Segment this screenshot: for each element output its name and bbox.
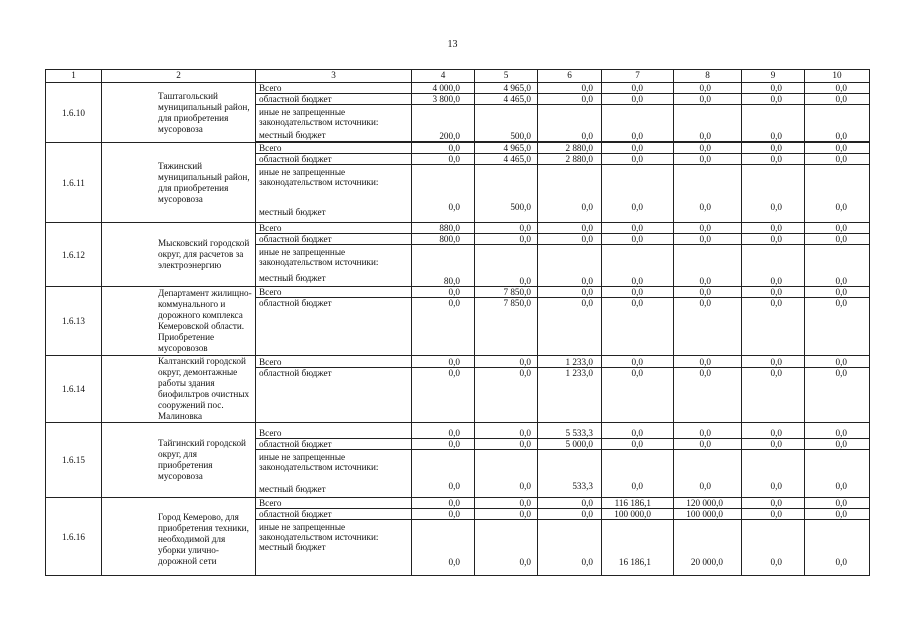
value-cell: 0,0	[742, 298, 805, 356]
source-label	[256, 245, 412, 287]
header-cell: 6	[538, 70, 602, 83]
row-code: 1.6.13	[46, 287, 102, 356]
value-cell: 0,0	[742, 509, 805, 520]
source-label	[256, 165, 412, 223]
value-cell: 0,0	[742, 439, 805, 450]
source-label: областной бюджет	[256, 367, 412, 422]
row-name: Таштагольский муниципальный район, для приобретения мусоровоза	[102, 83, 256, 143]
value-cell: 0,0	[674, 367, 742, 422]
source-label	[256, 520, 412, 576]
value-cell: 0,0	[602, 287, 674, 298]
header-cell: 7	[602, 70, 674, 83]
value-cell: 533,3	[538, 450, 602, 498]
value-cell: 4 465,0	[475, 154, 538, 165]
value-cell: 0,0	[538, 223, 602, 234]
value-cell: 0,0	[602, 356, 674, 368]
value-cell: 500,0	[475, 105, 538, 142]
value-cell: 0,0	[674, 154, 742, 165]
value-cell: 0,0	[805, 367, 870, 422]
value-cell: 0,0	[538, 520, 602, 576]
value-cell: 0,0	[602, 439, 674, 450]
source-other-label: иные не запрещенные законодательством источники:	[259, 107, 379, 127]
value-cell: 0,0	[674, 356, 742, 368]
header-cell: 8	[674, 70, 742, 83]
source-label: Всего	[256, 83, 412, 94]
value-cell: 80,0	[412, 245, 475, 287]
value-cell: 0,0	[674, 450, 742, 498]
table-row	[46, 287, 870, 298]
table-row	[46, 143, 870, 154]
value-cell: 0,0	[538, 498, 602, 509]
value-cell: 0,0	[475, 245, 538, 287]
row-name: Мысковский городской округ, для расчетов за электроэнергию	[102, 223, 256, 287]
table-row	[46, 83, 870, 94]
value-cell: 0,0	[538, 287, 602, 298]
source-label	[256, 105, 412, 142]
source-label: Всего	[256, 423, 412, 439]
row-name: Тяжинский муниципальный район, для приобретения мусоровоза	[102, 143, 256, 223]
header-cell: 10	[805, 70, 870, 83]
source-label	[256, 450, 412, 498]
value-cell: 0,0	[742, 367, 805, 422]
source-label: Всего	[256, 356, 412, 368]
row-code: 1.6.12	[46, 223, 102, 287]
source-local-label: местный бюджет	[259, 130, 326, 140]
value-cell: 0,0	[602, 245, 674, 287]
source-label: областной бюджет	[256, 234, 412, 245]
source-label: Всего	[256, 223, 412, 234]
value-cell: 0,0	[805, 423, 870, 439]
row-name: Департамент жилищно-коммунального и дорожного комплекса Кемеровской области. Приобретение мусоровозов	[102, 287, 256, 356]
source-other-label: иные не запрещенные законодательством источники:	[259, 522, 379, 542]
source-label: областной бюджет	[256, 439, 412, 450]
value-cell: 500,0	[475, 165, 538, 223]
value-cell: 0,0	[742, 245, 805, 287]
value-cell: 0,0	[412, 165, 475, 223]
header-cell: 9	[742, 70, 805, 83]
value-cell: 1 233,0	[538, 367, 602, 422]
value-cell: 0,0	[602, 223, 674, 234]
value-cell: 0,0	[475, 356, 538, 368]
source-label: областной бюджет	[256, 298, 412, 356]
source-label: областной бюджет	[256, 154, 412, 165]
value-cell: 120 000,0	[674, 498, 742, 509]
value-cell: 7 850,0	[475, 287, 538, 298]
value-cell: 0,0	[805, 234, 870, 245]
page-number: 13	[447, 39, 458, 50]
row-name: Город Кемерово, для приобретения техники, необходимой для уборки улично-дорожной сети	[102, 498, 256, 576]
header-cell: 1	[46, 70, 102, 83]
value-cell: 16 186,1	[602, 520, 674, 576]
value-cell: 2 880,0	[538, 154, 602, 165]
table-row	[46, 223, 870, 234]
value-cell: 0,0	[805, 520, 870, 576]
value-cell: 0,0	[805, 83, 870, 94]
value-cell: 0,0	[674, 287, 742, 298]
value-cell: 0,0	[538, 105, 602, 142]
value-cell: 0,0	[674, 234, 742, 245]
row-code: 1.6.11	[46, 143, 102, 223]
value-cell: 0,0	[674, 223, 742, 234]
value-cell: 880,0	[412, 223, 475, 234]
value-cell: 0,0	[674, 105, 742, 142]
row-code: 1.6.16	[46, 498, 102, 576]
value-cell: 0,0	[475, 509, 538, 520]
value-cell: 0,0	[805, 165, 870, 223]
value-cell: 0,0	[602, 94, 674, 105]
value-cell: 0,0	[742, 356, 805, 368]
source-local-label: местный бюджет	[259, 484, 326, 494]
value-cell: 5 000,0	[538, 439, 602, 450]
value-cell: 4 965,0	[475, 83, 538, 94]
value-cell: 0,0	[412, 439, 475, 450]
source-other-label: иные не запрещенные законодательством источники:	[259, 167, 379, 187]
value-cell: 0,0	[742, 423, 805, 439]
value-cell: 0,0	[805, 439, 870, 450]
value-cell: 4 465,0	[475, 94, 538, 105]
source-local-label: местный бюджет	[259, 273, 326, 283]
value-cell: 0,0	[412, 509, 475, 520]
value-cell: 0,0	[805, 450, 870, 498]
value-cell: 0,0	[674, 439, 742, 450]
value-cell: 0,0	[412, 367, 475, 422]
value-cell: 200,0	[412, 105, 475, 142]
value-cell: 0,0	[412, 154, 475, 165]
value-cell: 0,0	[602, 83, 674, 94]
value-cell: 0,0	[602, 367, 674, 422]
value-cell: 0,0	[475, 423, 538, 439]
table-row	[46, 356, 870, 368]
value-cell: 0,0	[742, 287, 805, 298]
header-cell: 4	[412, 70, 475, 83]
value-cell: 0,0	[538, 245, 602, 287]
source-local-label: местный бюджет	[259, 207, 326, 217]
value-cell: 0,0	[602, 154, 674, 165]
value-cell: 7 850,0	[475, 298, 538, 356]
value-cell: 0,0	[805, 356, 870, 368]
source-label: Всего	[256, 143, 412, 154]
value-cell: 2 880,0	[538, 143, 602, 154]
value-cell: 0,0	[412, 356, 475, 368]
value-cell: 100 000,0	[674, 509, 742, 520]
value-cell: 0,0	[412, 298, 475, 356]
value-cell: 0,0	[538, 298, 602, 356]
value-cell: 0,0	[742, 105, 805, 142]
value-cell: 0,0	[602, 450, 674, 498]
value-cell: 0,0	[742, 94, 805, 105]
value-cell: 3 800,0	[412, 94, 475, 105]
value-cell: 0,0	[674, 143, 742, 154]
source-label: областной бюджет	[256, 509, 412, 520]
value-cell: 0,0	[742, 450, 805, 498]
row-code: 1.6.14	[46, 356, 102, 423]
value-cell: 0,0	[805, 498, 870, 509]
row-name: Калтанский городской округ, демонтажные работы здания биофильтров очистных сооружений пос. Малиновка	[102, 356, 256, 423]
value-cell: 0,0	[602, 423, 674, 439]
value-cell: 0,0	[805, 223, 870, 234]
row-name: Тайгинский городской округ, для приобретения мусоровоза	[102, 423, 256, 498]
row-code: 1.6.10	[46, 83, 102, 143]
value-cell: 0,0	[475, 234, 538, 245]
value-cell: 0,0	[475, 520, 538, 576]
value-cell: 20 000,0	[674, 520, 742, 576]
value-cell: 0,0	[538, 509, 602, 520]
value-cell: 800,0	[412, 234, 475, 245]
value-cell: 0,0	[674, 423, 742, 439]
value-cell: 0,0	[805, 509, 870, 520]
value-cell: 0,0	[538, 165, 602, 223]
source-other-label: иные не запрещенные законодательством источники:	[259, 247, 379, 267]
value-cell: 0,0	[742, 143, 805, 154]
table-row	[46, 423, 870, 439]
value-cell: 0,0	[742, 234, 805, 245]
value-cell: 0,0	[742, 520, 805, 576]
value-cell: 0,0	[674, 83, 742, 94]
value-cell: 0,0	[602, 165, 674, 223]
value-cell: 0,0	[674, 94, 742, 105]
value-cell: 0,0	[412, 498, 475, 509]
value-cell: 1 233,0	[538, 356, 602, 368]
value-cell: 4 965,0	[475, 143, 538, 154]
value-cell: 0,0	[475, 223, 538, 234]
value-cell: 0,0	[805, 105, 870, 142]
header-cell: 3	[256, 70, 412, 83]
header-cell: 5	[475, 70, 538, 83]
table-row	[46, 498, 870, 509]
value-cell: 0,0	[674, 298, 742, 356]
source-other-label: иные не запрещенные законодательством источники:	[259, 452, 379, 472]
value-cell: 0,0	[475, 498, 538, 509]
value-cell: 116 186,1	[602, 498, 674, 509]
value-cell: 0,0	[538, 94, 602, 105]
value-cell: 0,0	[602, 105, 674, 142]
value-cell: 0,0	[475, 439, 538, 450]
value-cell: 4 000,0	[412, 83, 475, 94]
value-cell: 0,0	[538, 234, 602, 245]
value-cell: 0,0	[805, 143, 870, 154]
header-cell: 2	[102, 70, 256, 83]
value-cell: 0,0	[602, 234, 674, 245]
value-cell: 0,0	[742, 165, 805, 223]
value-cell: 0,0	[742, 154, 805, 165]
value-cell: 0,0	[412, 520, 475, 576]
source-local-label: местный бюджет	[259, 542, 326, 552]
source-label: областной бюджет	[256, 94, 412, 105]
value-cell: 0,0	[742, 498, 805, 509]
value-cell: 0,0	[475, 367, 538, 422]
value-cell: 0,0	[602, 298, 674, 356]
value-cell: 0,0	[805, 154, 870, 165]
value-cell: 0,0	[674, 165, 742, 223]
value-cell: 0,0	[412, 450, 475, 498]
value-cell: 0,0	[412, 143, 475, 154]
row-code: 1.6.15	[46, 423, 102, 498]
value-cell: 0,0	[742, 83, 805, 94]
value-cell: 0,0	[742, 223, 805, 234]
source-label: Всего	[256, 498, 412, 509]
value-cell: 0,0	[805, 298, 870, 356]
value-cell: 100 000,0	[602, 509, 674, 520]
value-cell: 0,0	[602, 143, 674, 154]
value-cell: 0,0	[805, 287, 870, 298]
value-cell: 0,0	[674, 245, 742, 287]
value-cell: 5 533,3	[538, 423, 602, 439]
value-cell: 0,0	[412, 287, 475, 298]
value-cell: 0,0	[412, 423, 475, 439]
budget-table	[45, 69, 870, 576]
value-cell: 0,0	[805, 94, 870, 105]
value-cell: 0,0	[475, 450, 538, 498]
value-cell: 0,0	[538, 83, 602, 94]
header-row	[46, 70, 870, 83]
source-label: Всего	[256, 287, 412, 298]
value-cell: 0,0	[805, 245, 870, 287]
